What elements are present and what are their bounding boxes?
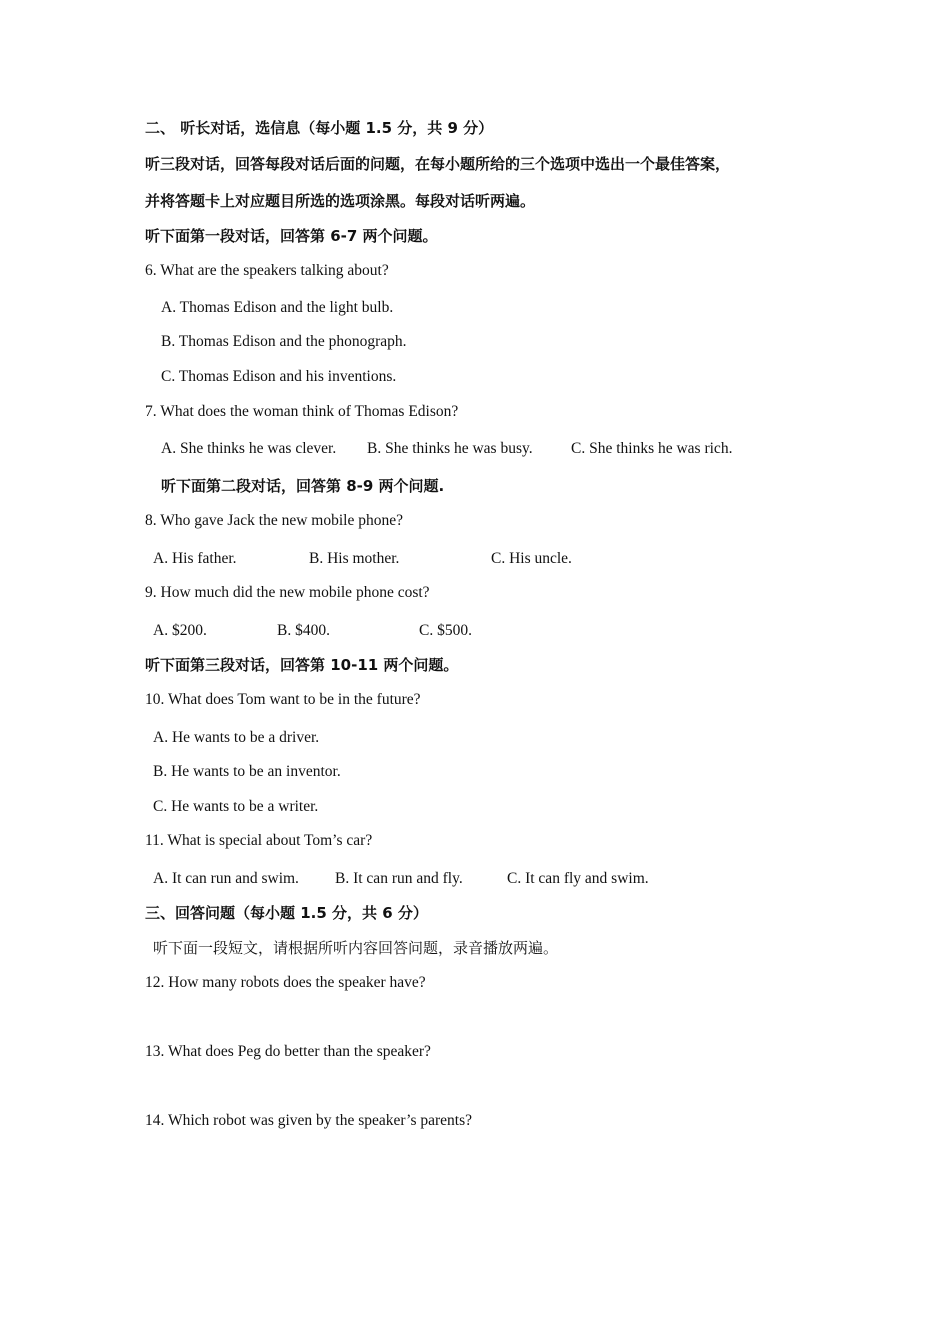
- dialogue1-intro: 听下面第一段对话，回答第 6-7 两个问题。: [145, 227, 438, 245]
- section2-instruction-line2: 并将答题卡上对应题目所选的选项涂黑。每段对话听两遍。: [145, 192, 536, 210]
- question-10-option-a: A. He wants to be a driver.: [153, 729, 320, 746]
- question-9: 9. How much did the new mobile phone cost?: [145, 584, 430, 601]
- dialogue2-intro: 听下面第二段对话，回答第 8-9 两个问题.: [161, 477, 445, 495]
- question-8-option-b: B. His mother.: [309, 550, 400, 567]
- question-13: 13. What does Peg do better than the speaker?: [145, 1043, 431, 1060]
- question-7-option-c: C. She thinks he was rich.: [571, 440, 733, 457]
- question-10-option-c: C. He wants to be a writer.: [153, 798, 319, 815]
- question-9-option-c: C. $500.: [419, 622, 472, 639]
- section2-instruction-line1: 听三段对话，回答每段对话后面的问题，在每小题所给的三个选项中选出一个最佳答案，: [145, 155, 731, 173]
- question-6: 6. What are the speakers talking about?: [145, 262, 389, 279]
- question-11-option-b: B. It can run and fly.: [335, 870, 463, 887]
- section3-heading: 三、回答问题（每小题 1.5 分，共 6 分）: [145, 904, 428, 922]
- question-6-option-a: A. Thomas Edison and the light bulb.: [161, 299, 394, 316]
- question-8: 8. Who gave Jack the new mobile phone?: [145, 512, 403, 529]
- question-11-option-a: A. It can run and swim.: [153, 870, 299, 887]
- question-11: 11. What is special about Tom’s car?: [145, 832, 373, 849]
- question-8-option-a: A. His father.: [153, 550, 237, 567]
- question-9-option-b: B. $400.: [277, 622, 330, 639]
- question-7-option-a: A. She thinks he was clever.: [161, 440, 337, 457]
- question-7-option-b: B. She thinks he was busy.: [367, 440, 533, 457]
- question-6-option-c: C. Thomas Edison and his inventions.: [161, 368, 397, 385]
- question-10: 10. What does Tom want to be in the future?: [145, 691, 421, 708]
- question-11-option-c: C. It can fly and swim.: [507, 870, 649, 887]
- question-9-option-a: A. $200.: [153, 622, 207, 639]
- question-6-option-b: B. Thomas Edison and the phonograph.: [161, 333, 407, 350]
- dialogue3-intro: 听下面第三段对话，回答第 10-11 两个问题。: [145, 656, 459, 674]
- question-12: 12. How many robots does the speaker have?: [145, 974, 426, 991]
- section2-heading: 二、 听长对话，选信息（每小题 1.5 分，共 9 分）: [145, 119, 494, 137]
- question-14: 14. Which robot was given by the speaker’s parents?: [145, 1112, 472, 1129]
- question-8-option-c: C. His uncle.: [491, 550, 572, 567]
- question-7: 7. What does the woman think of Thomas Edison?: [145, 403, 459, 420]
- question-10-option-b: B. He wants to be an inventor.: [153, 763, 341, 780]
- section3-instruction: 听下面一段短文，请根据所听内容回答问题，录音播放两遍。: [153, 939, 559, 957]
